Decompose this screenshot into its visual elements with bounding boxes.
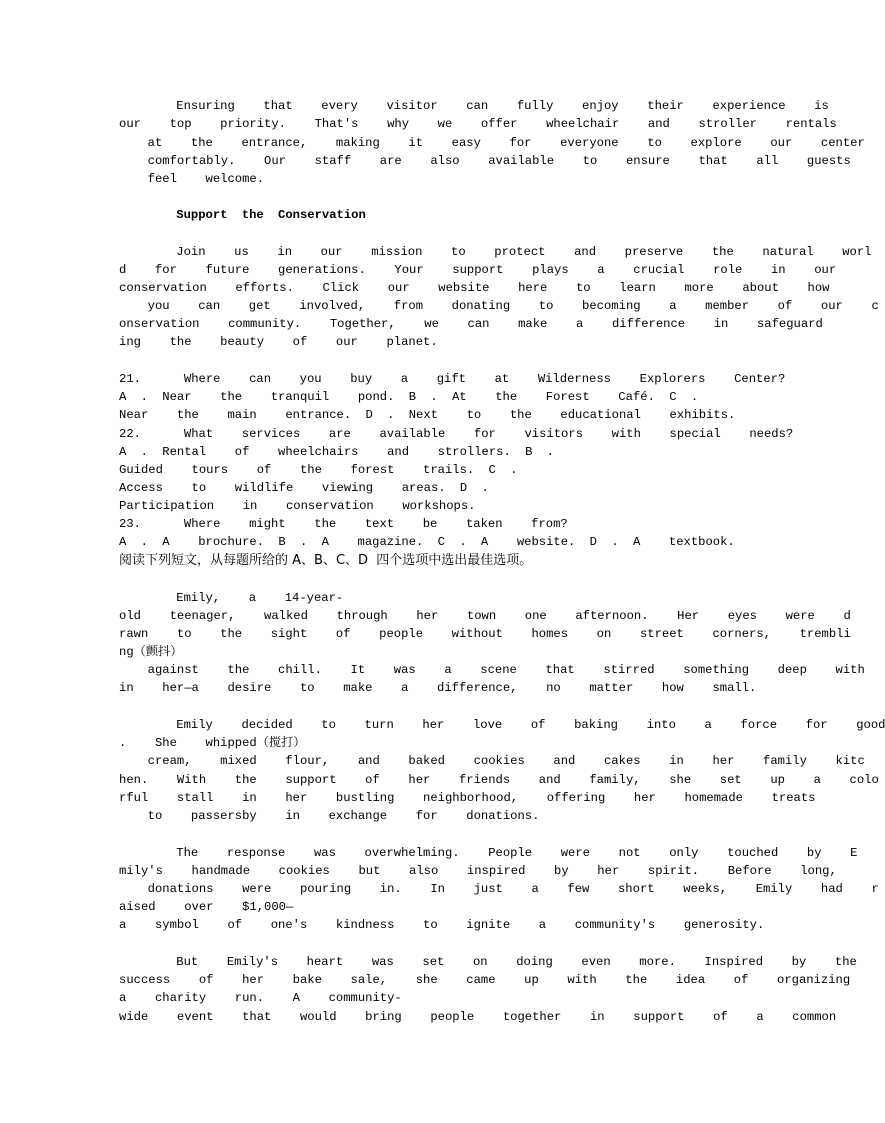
text-line: ng（颤抖） [119, 645, 183, 659]
text-line: rawn to the sight of people without homes on street corners, trembli [119, 627, 851, 641]
text-line: . She whipped（搅打） [119, 736, 306, 750]
text-line: donations were pouring in. In just a few short weeks, Emily had r [119, 882, 879, 896]
text-line: a symbol of one's kindness to ignite a community's generosity. [119, 918, 765, 932]
text-line: our top priority. That's why we offer wheelchair and stroller rentals [119, 117, 837, 131]
text-line: Ensuring that every visitor can fully enjoy their experience is [119, 99, 829, 113]
text-line: d for future generations. Your support plays a crucial role in our [119, 263, 837, 277]
text-line: Emily decided to turn her love of baking into a force for good [119, 718, 885, 732]
instruction: 阅读下列短文，从每题所给的 A、B、C、D 四个选项中选出最佳选项。 [119, 553, 533, 568]
question-line: Access to wildlife viewing areas. D . [119, 481, 489, 495]
section-heading: Support the Conservation [119, 208, 366, 222]
text-line: at the entrance, making it easy for everyone to explore our center [119, 136, 865, 150]
text-line: ing the beauty of our planet. [119, 335, 438, 349]
text-line: you can get involved, from donating to becoming a member of our c [119, 299, 879, 313]
question-line: 22. What services are available for visitors with special needs? [119, 427, 794, 441]
text-line: But Emily's heart was set on doing even more. Inspired by the [119, 955, 857, 969]
text-line: against the chill. It was a scene that stirred something deep with [119, 663, 865, 677]
question-line: Guided tours of the forest trails. C . [119, 463, 518, 477]
text-line: old teenager, walked through her town one afternoon. Her eyes were d [119, 609, 851, 623]
text-line: comfortably. Our staff are also available to ensure that all guests [119, 154, 851, 168]
text-line: The response was overwhelming. People were not only touched by E [119, 846, 858, 860]
text-line: mily's handmade cookies but also inspired by her spirit. Before long, [119, 864, 837, 878]
text-line: success of her bake sale, she came up with the idea of organizing [119, 973, 851, 987]
text-line: in her—a desire to make a difference, no matter how small. [119, 681, 757, 695]
text-line: feel welcome. [119, 172, 265, 186]
text-line: conservation efforts. Click our website here to learn more about how [119, 281, 830, 295]
question-line: A . Near the tranquil pond. B . At the Forest Café. C . [119, 390, 699, 404]
text-line: Join us in our mission to protect and preserve the natural worl [119, 245, 872, 259]
question-line: A . Rental of wheelchairs and strollers. B . [119, 445, 555, 459]
question-line: Near the main entrance. D . Next to the educational exhibits. [119, 408, 736, 422]
question-line: Participation in conservation workshops. [119, 499, 476, 513]
text-line: aised over $1,000— [119, 900, 294, 914]
text-line: cream, mixed flour, and baked cookies and cakes in her family kitc [119, 754, 865, 768]
text-line: onservation community. Together, we can make a difference in safeguard [119, 317, 823, 331]
text-line: a charity run. A community- [119, 991, 402, 1005]
question-line: 23. Where might the text be taken from? [119, 517, 568, 531]
question-line: 21. Where can you buy a gift at Wilderness Explorers Center? [119, 372, 786, 386]
text-line: to passersby in exchange for donations. [119, 809, 540, 823]
question-line: A . A brochure. B . A magazine. C . A website. D . A textbook. [119, 535, 735, 549]
text-line: hen. With the support of her friends and family, she set up a colo [119, 773, 879, 787]
text-line: rful stall in her bustling neighborhood, offering her homemade treats [119, 791, 816, 805]
text-line: Emily, a 14-year- [119, 591, 344, 605]
text-line: wide event that would bring people together in support of a common [119, 1010, 837, 1024]
